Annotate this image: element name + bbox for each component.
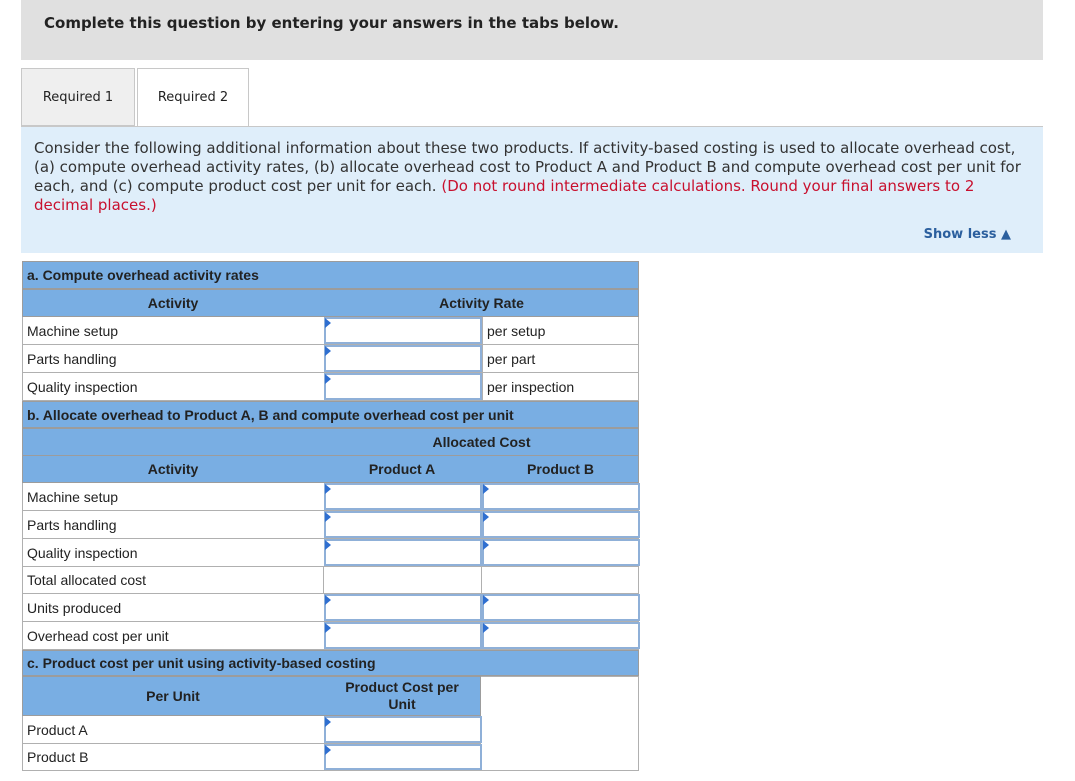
part-a-header xyxy=(22,289,639,317)
part-b-title-text: b. Allocate overhead to Product A, B and compute overhead cost per unit xyxy=(27,406,514,423)
tab-required-1[interactable] xyxy=(21,68,135,126)
table-row xyxy=(22,373,639,401)
unit-cell xyxy=(482,317,640,344)
row-label: Quality inspection xyxy=(27,544,138,561)
allocated-cost-header: Allocated Cost xyxy=(432,433,531,450)
col-activity-rate-header: Activity Rate xyxy=(439,294,524,311)
row-label: Product A xyxy=(27,721,88,738)
row-label: Quality inspection xyxy=(27,378,138,395)
machine-setup-rate-input[interactable] xyxy=(324,317,482,344)
quality-inspection-product-b-input[interactable] xyxy=(482,539,640,566)
part-b-header xyxy=(22,456,639,483)
row-label: Parts handling xyxy=(27,350,117,367)
unit-cell xyxy=(482,373,640,400)
tab-required-2[interactable] xyxy=(137,68,249,127)
unit-label: per part xyxy=(487,350,536,367)
row-label: Parts handling xyxy=(27,516,117,533)
instruction-banner xyxy=(21,0,1043,60)
units-produced-product-b-input[interactable] xyxy=(482,594,640,621)
total-product-b-cell xyxy=(481,567,640,593)
overhead-per-unit-product-a-input[interactable] xyxy=(324,622,482,649)
col-activity-header: Activity xyxy=(147,460,199,477)
part-c-empty-cell xyxy=(481,676,639,771)
col-product-a-header: Product A xyxy=(368,460,436,477)
quality-inspection-product-a-input[interactable] xyxy=(324,539,482,566)
machine-setup-product-a-input[interactable] xyxy=(324,483,482,510)
rounding-note: (Do not round intermediate calculations. Round your final answers to 2 decimal places.) xyxy=(34,177,975,214)
part-c-header xyxy=(22,676,481,716)
unit-label: per inspection xyxy=(487,378,575,395)
row-label: Machine setup xyxy=(27,322,119,339)
product-a-cost-input[interactable] xyxy=(324,716,482,743)
parts-handling-rate-input[interactable] xyxy=(324,345,482,372)
table-row xyxy=(22,483,639,511)
triangle-up-icon: ▲ xyxy=(1001,227,1011,242)
col-product-b-header: Product B xyxy=(527,460,594,477)
unit-cell xyxy=(482,345,640,372)
table-row xyxy=(22,539,639,567)
machine-setup-product-b-input[interactable] xyxy=(482,483,640,510)
row-label: Total allocated cost xyxy=(27,572,147,588)
tab-required-2-label: Required 2 xyxy=(157,90,229,105)
table-row xyxy=(22,622,639,650)
product-b-cost-input[interactable] xyxy=(324,744,482,770)
row-label: Overhead cost per unit xyxy=(27,627,169,644)
row-label: Machine setup xyxy=(27,488,119,505)
tab-required-1-label: Required 1 xyxy=(42,89,114,105)
row-label: Units produced xyxy=(27,599,122,616)
table-row xyxy=(22,345,639,373)
col-per-unit-header: Per Unit xyxy=(146,687,200,704)
part-a-title-text: a. Compute overhead activity rates xyxy=(27,267,259,283)
question-body: Consider the following additional information about these two products. If activity-based costing is used to allocate overhead cost, (a) compute overhead activity rates, (b) allocate overhead cost to Product A and Product B and compute overhead cost per unit for each, and (c) compute product cost per unit for each. xyxy=(34,139,1021,195)
table-row xyxy=(22,594,639,622)
parts-handling-product-a-input[interactable] xyxy=(324,511,482,538)
show-less-label: Show less xyxy=(923,227,997,242)
part-c-title xyxy=(22,650,639,676)
col-product-cost-header: Product Cost per Unit xyxy=(345,679,459,712)
quality-inspection-rate-input[interactable] xyxy=(324,373,482,400)
part-b-title xyxy=(22,401,639,428)
part-a-title xyxy=(22,261,639,289)
row-label: Product B xyxy=(27,749,89,765)
table-row xyxy=(22,317,639,345)
table-row xyxy=(22,511,639,539)
units-produced-product-a-input[interactable] xyxy=(324,594,482,621)
part-b-group-header xyxy=(22,428,639,456)
table-row xyxy=(22,716,481,744)
col-activity-header: Activity xyxy=(147,294,199,311)
total-product-a-cell xyxy=(323,567,481,593)
instruction-text: Complete this question by entering your answers in the tabs below. xyxy=(44,14,619,32)
show-less-link[interactable] xyxy=(924,227,1011,242)
overhead-per-unit-product-b-input[interactable] xyxy=(482,622,640,649)
table-row xyxy=(22,567,639,594)
part-c-title-text: c. Product cost per unit using activity-based costing xyxy=(27,655,376,671)
question-info-panel xyxy=(21,127,1043,253)
parts-handling-product-b-input[interactable] xyxy=(482,511,640,538)
question-text xyxy=(34,139,1024,215)
table-row xyxy=(22,744,481,771)
unit-label: per setup xyxy=(487,322,546,339)
